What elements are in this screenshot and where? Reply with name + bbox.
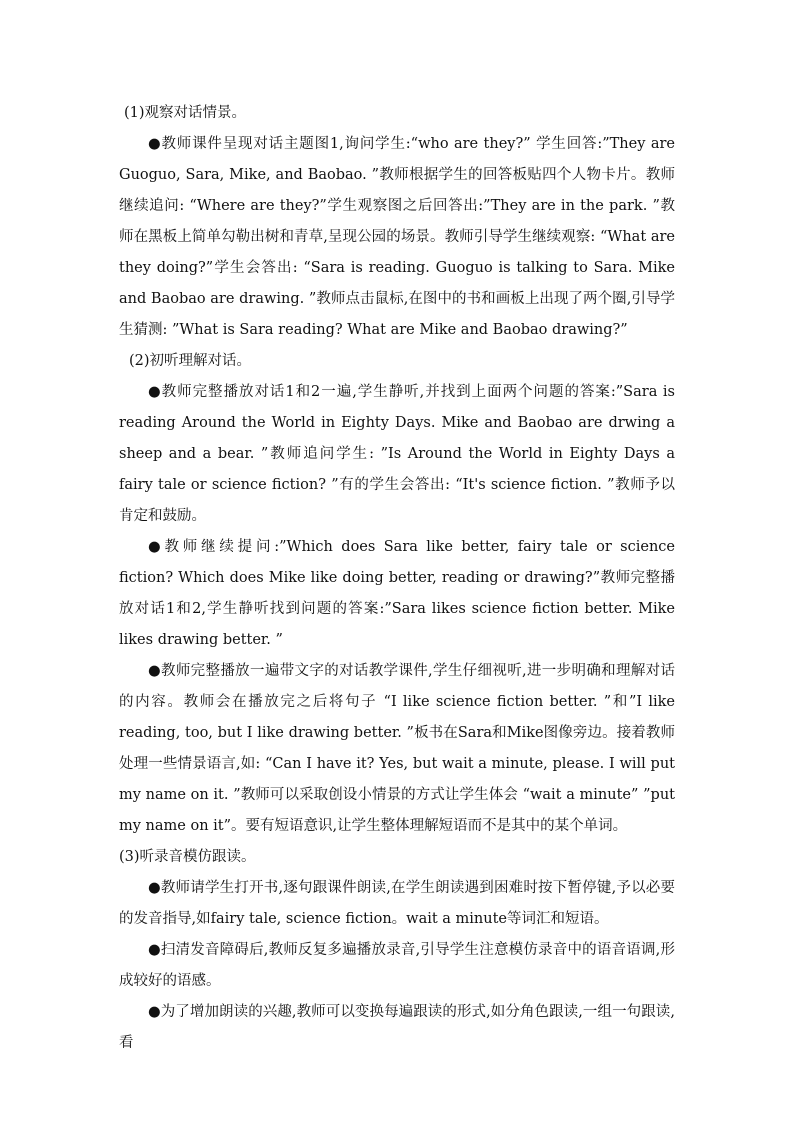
paragraph-6 — [119, 935, 675, 997]
paragraph-1 — [119, 129, 675, 346]
section-heading-3: (3)听录音模仿跟读。 — [119, 849, 256, 865]
paragraph-text: 教师请学生打开书,逐句跟课件朗读,在学生朗读遇到困难时按下暂停键,予以必要的发音指导,如fairy tale, science fiction。wait a minute等词汇和短语。 — [119, 880, 675, 927]
paragraph-text: 扫清发音障碍后,教师反复多遍播放录音,引导学生注意模仿录音中的语音语调,形成较好的语感。 — [119, 942, 675, 989]
bullet-icon: ● — [148, 136, 162, 152]
bullet-icon: ● — [148, 880, 161, 896]
paragraph-2 — [119, 377, 675, 532]
section-heading-2: (2)初听理解对话。 — [129, 353, 252, 369]
bullet-icon: ● — [148, 1004, 161, 1020]
bullet-icon: ● — [148, 942, 161, 958]
paragraph-7 — [119, 997, 675, 1059]
section-heading-1: (1)观察对话情景。 — [124, 105, 247, 121]
document-body — [119, 98, 675, 1059]
paragraph-4 — [119, 656, 675, 842]
paragraph-text: 教师完整播放一遍带文字的对话教学课件,学生仔细视听,进一步明确和理解对话的内容。教师会在播放完之后将句子 “I like science fiction better. ”和”I like reading, too, but I like drawing better. ”板书在Sara和Mike图像旁边。接着教师处理一些情景语言,如: “Can I have it? Yes, but wait a minute, please. I will put my name on it. ”教师可以采取创设小情景的方式让学生体会 “wait a minute” ”put my name on it”。要有短语意识,让学生整体理解短语而不是其中的某个单词。 — [119, 663, 676, 834]
paragraph-text: 教师继续提问:”Which does Sara like better, fairy tale or science fiction? Which does Mike like doing better, reading or drawing?”教师完整播放对话1和2,学生静听找到问题的答案:”Sara likes science fiction better. Mike likes drawing better. ” — [119, 539, 675, 648]
paragraph-3 — [119, 532, 675, 656]
bullet-icon: ● — [148, 539, 165, 555]
bullet-icon: ● — [148, 384, 162, 400]
paragraph-text: 教师课件呈现对话主题图1,询问学生:“who are they?” 学生回答:”They are Guoguo, Sara, Mike, and Baobao. ”教师根据学生的回答板贴四个人物卡片。教师继续追问: “Where are they?”学生观察图之后回答出:”They are in the park. ”教师在黑板上简单勾勒出树和青草,呈现公园的场景。教师引导学生继续观察: “What are they doing?”学生会答出: “Sara is reading. Guoguo is talking to Sara. Mike and Baobao are drawing. ”教师点击鼠标,在图中的书和画板上出现了两个圈,引导学生猜测: ”What is Sara reading? What are Mike and Baobao drawing?” — [119, 136, 675, 338]
bullet-icon: ● — [148, 663, 161, 679]
paragraph-5 — [119, 873, 675, 935]
paragraph-text: 为了增加朗读的兴趣,教师可以变换每遍跟读的形式,如分角色跟读,一组一句跟读,看 — [119, 1004, 675, 1051]
paragraph-text: 教师完整播放对话1和2一遍,学生静听,并找到上面两个问题的答案:”Sara is reading Around the World in Eighty Days. Mike and Baobao are drwing a sheep and a bear. ”教师追问学生: ”Is Around the World in Eighty Days a fairy tale or science fiction? ”有的学生会答出: “It's science fiction. ”教师予以肯定和鼓励。 — [119, 384, 675, 524]
